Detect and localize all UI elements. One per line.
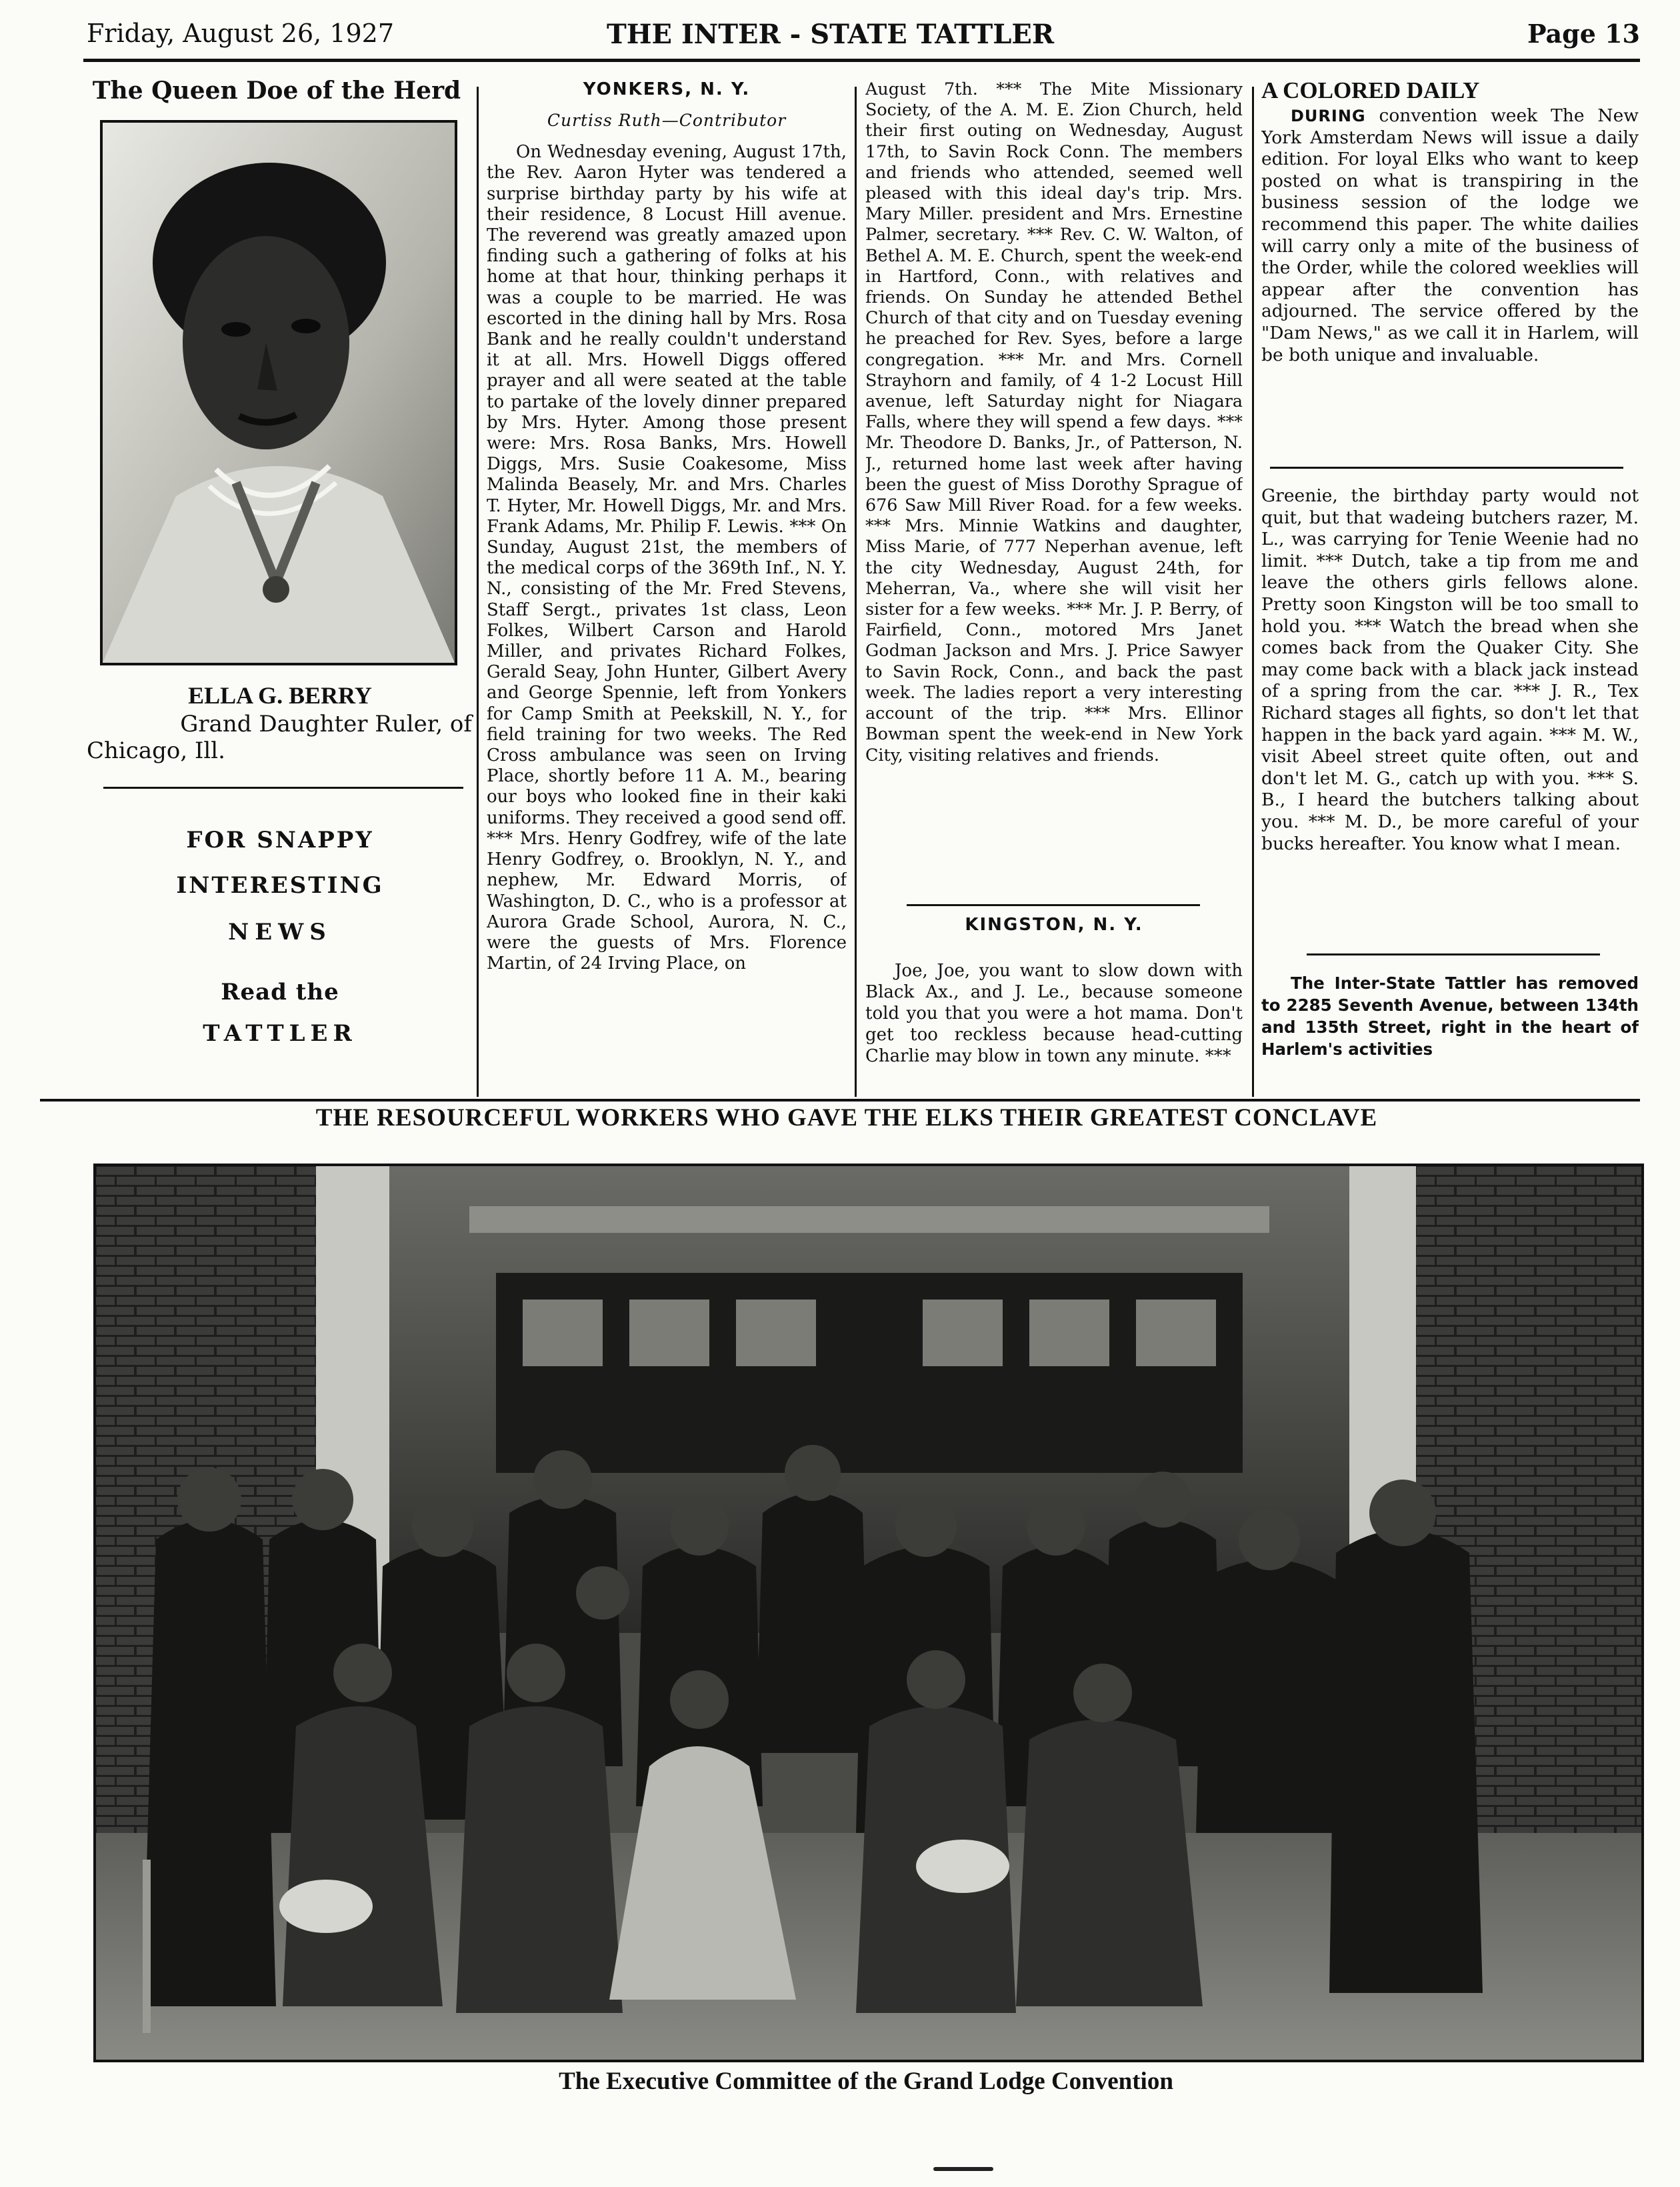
portrait-photo xyxy=(100,120,457,665)
group-photo-scene xyxy=(96,1166,1641,2060)
feature-headline: THE RESOURCEFUL WORKERS WHO GAVE THE ELKS THEIR GREATEST CONCLAVE xyxy=(315,1104,1378,1132)
yonkers-column xyxy=(487,79,847,1096)
yonkers-continued xyxy=(865,79,1243,895)
page-number: Page 13 xyxy=(1527,19,1640,49)
promo-line-3: NEWS xyxy=(228,919,332,945)
caption-line-2: Chicago, Ill. xyxy=(87,737,225,764)
print-smudge xyxy=(933,2167,993,2171)
promo-line-4: Read the xyxy=(221,979,339,1005)
masthead xyxy=(87,19,1640,56)
promo-line-5: TATTLER xyxy=(203,1020,357,1047)
issue-date: Friday, August 26, 1927 xyxy=(87,19,395,48)
group-photo-caption: The Executive Committee of the Grand Lodge Convention xyxy=(559,2068,1173,2095)
portrait-caption xyxy=(87,711,473,764)
kingston-column xyxy=(865,960,1243,1094)
column-rule-3 xyxy=(1252,87,1254,1097)
yonkers-article: On Wednesday evening, August 17th, the Rev. Aaron Hyter was tendered a surprise birthday party by his wife at their residence, 8 Locust Hill avenue. The reverend was greatly amazed upon finding such a gathering of folks at his home at that hour, thinking perhaps it was a couple to be married. He was escorted in the dining hall by Mrs. Rosa Bank and he really couldn't understand it at all. Mrs. Howell Diggs offered prayer and all were seated at the table to partake of the lovely dinner prepared by Mrs. Hyter. Among those present were: Mrs. Rosa Banks, Mrs. Howell Diggs, Mrs. Susie Coakesome, Miss Malinda Beasely, Mr. and Mrs. Charles T. Hyter, Mr. Howell Diggs, Mr. and Mrs. Frank Adams, Mr. Philip F. Lewis. *** On Sunday, August 21st, the members of the medical corps of the 369th Inf., N. Y. N., consisting of the Mr. Fred Stevens, Staff Sergt., privates 1st class, Leon Folkes, Wilbert Carson and Harold Miller, and privates Richard Folkes, Gerald Seay, John Hunter, Gilbert Avery and George Spennie, left from Yonkers for Camp Smith at Peekskill, N. Y., for field training for two weeks. The Red Cross ambulance was seen on Irving Place, shortly before 11 A. M., bearing our boys who looked fine in their kaki uniforms. They received a good send off. *** Mrs. Henry Godfrey, wife of the late Henry Godfrey, o. Brooklyn, N. Y., and nephew, Mr. Edward Morris, of Washington, D. C., who is a professor at Aurora Grade School, Aurora, N. C., were the guests of Mrs. Florence Martin, of 24 Irving Place, on xyxy=(487,142,847,974)
feature-rule xyxy=(40,1099,1640,1102)
newspaper-title: THE INTER - STATE TATTLER xyxy=(607,19,1055,50)
kingston-rule xyxy=(907,904,1200,906)
caption-line-1: Grand Daughter Ruler, of xyxy=(180,711,472,737)
daily-article xyxy=(1261,105,1639,366)
yonkers-heading: YONKERS, N. Y. xyxy=(583,79,751,99)
notice-rule xyxy=(1307,953,1600,955)
daily-column xyxy=(1261,105,1639,445)
column-rule-1 xyxy=(477,87,479,1097)
address-notice xyxy=(1261,972,1639,1092)
portrait-figure xyxy=(103,123,455,663)
kingston-article: Joe, Joe, you want to slow down with Black Ax., and J. Le., because someone told you that you were a hot mama. Don't get too reckless because head-cutting Charlie may blow in town any minute. *** xyxy=(865,961,1243,1066)
column-rule-2 xyxy=(855,87,857,1097)
queen-headline: The Queen Doe of the Herd xyxy=(92,77,461,105)
yonkers-continued-text: August 7th. *** The Mite Missionary Society, of the A. M. E. Zion Church, held their first outing on Wednesday, August 17th, to Savin Rock Conn. The members and friends who attended, seemed well pleased with this ideal day's trip. Mrs. Mary Miller. president and Mrs. Ernestine Palmer, secretary. *** Rev. C. W. Walton, of Bethel A. M. E. Church, spent the week-end in Hartford, Conn., with relatives and friends. On Sunday he attended Bethel Church of that city and on Tuesday evening he preached for Rev. Syes, before a large congregation. *** Mr. and Mrs. Cornell Strayhorn and family, of 4 1-2 Locust Hill avenue, left Saturday night for Niagara Falls, where they will spend a few days. *** Mr. Theodore D. Banks, Jr., of Patterson, N. J., returned home last week after having been the guest of Miss Dorothy Sprague of 676 Saw Mill River Road. for a few weeks. *** Mrs. Minnie Watkins and daughter, Miss Marie, of 777 Neperhan avenue, left the city Wednesday, August 24th, for Meherran, Va., where she will visit her sister for a few weeks. *** Mr. J. P. Berry, of Fairfield, Conn., motored Mrs Janet Godman Jackson and Mrs. J. Price Sawyer to Savin Rock, Conn., and back the past week. The ladies report a very interesting account of the trip. *** Mrs. Ellinor Bowman spent the week-end in New York City, visiting relatives and friends. xyxy=(865,79,1243,765)
gossip-text: Greenie, the birthday party would not quit, but that wadeing butchers razer, M. L., was carrying for Tenie Weenie had no limit. *** Dutch, take a tip from me and leave the others girls fellows alone. Pretty soon Kingston will be too small to hold you. *** Watch the bread when she comes back from the Quaker City. She may come back with a black jack instead of a spring from the car. *** J. R., Tex Richard stages all fights, so don't let that happen in the back yard again. *** M. W., visit Abeel street quite often, out and don't let M. G., catch up with you. *** S. B., I heard the butchers talking about you. *** M. D., be more careful of your bucks hereafter. You know what I mean. xyxy=(1261,485,1639,854)
address-notice-text: The Inter-State Tattler has removed to 2285 Seventh Avenue, between 134th and 135th Street, right in the heart of Harlem's activities xyxy=(1261,973,1639,1059)
daily-text: convention week The New York Amsterdam News will issue a daily edition. For loyal Elks who want to keep posted on what is transpiring in the business session of the lodge we recommend this paper. The white dailies will carry only a mite of the business of the Order, while the colored weeklies will appear after the convention has adjourned. The service offered by the "Dam News," as we call it in Harlem, will be both unique and invaluable. xyxy=(1261,105,1639,365)
daily-rule xyxy=(1270,467,1623,469)
masthead-rule xyxy=(83,59,1640,62)
yonkers-byline: Curtiss Ruth—Contributor xyxy=(547,110,787,130)
daily-heading: A COLORED DAILY xyxy=(1261,77,1480,103)
kingston-heading: KINGSTON, N. Y. xyxy=(965,915,1143,935)
daily-lead: DURING xyxy=(1291,107,1366,125)
promo-line-1: FOR SNAPPY xyxy=(186,827,374,853)
tattler-promo xyxy=(100,827,460,1047)
group-photo xyxy=(93,1164,1644,2062)
portrait-name: ELLA G. BERRY xyxy=(188,682,372,709)
gossip-column xyxy=(1261,485,1639,939)
promo-line-2: INTERESTING xyxy=(176,872,384,899)
caption-rule xyxy=(103,787,463,789)
